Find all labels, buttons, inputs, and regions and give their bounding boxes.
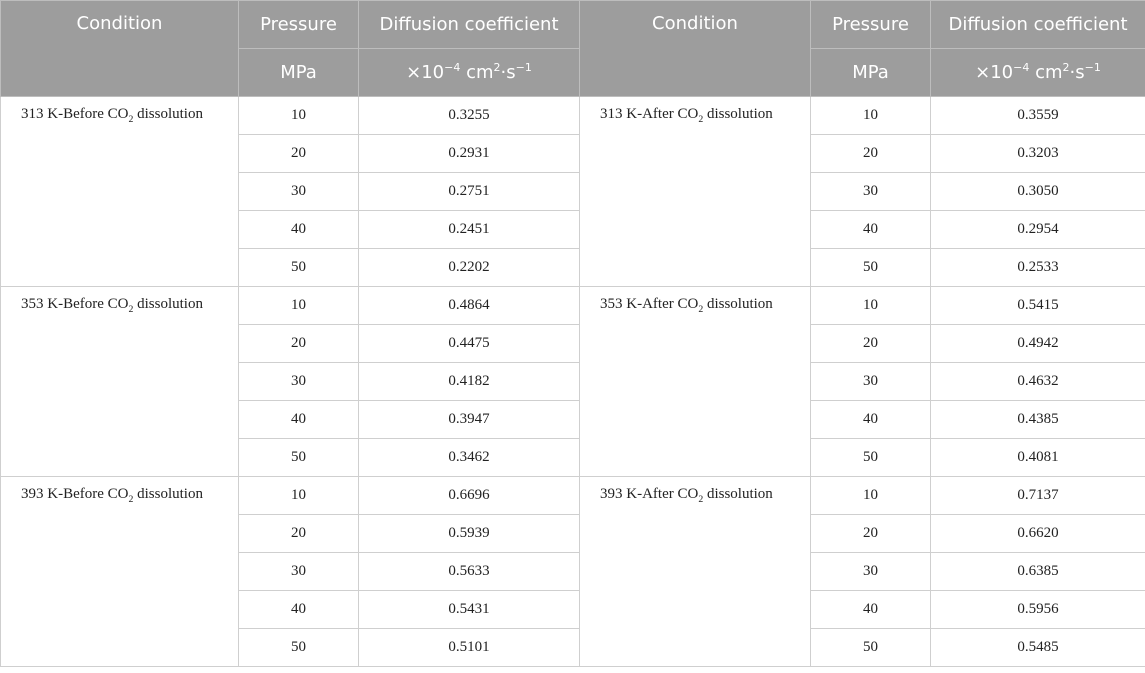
- diffusion-after-cell: 0.4385: [931, 401, 1145, 439]
- diffusion-unit: $\times 10^{-4}$ $cm^2\cdot s^{-1}$: [359, 49, 580, 97]
- diffusion-unit: $\times 10^{-4}$ $cm^2\cdot s^{-1}$: [931, 49, 1145, 97]
- condition-after-cell: 393 K-After $CO_2$ dissolution: [580, 477, 811, 667]
- pressure-cell: 50: [811, 249, 931, 287]
- pressure-unit: MPa: [239, 49, 359, 97]
- pressure-cell: 50: [811, 629, 931, 667]
- condition-header: Condition: [580, 1, 811, 97]
- diffusion-before-cell: 0.6696: [359, 477, 580, 515]
- pressure-cell: 10: [811, 477, 931, 515]
- diffusion-after-cell: 0.6385: [931, 553, 1145, 591]
- table-row: [1, 287, 1145, 325]
- diffusion-before-cell: 0.4475: [359, 325, 580, 363]
- diffusion-before-cell: 0.3255: [359, 97, 580, 135]
- diffusion-after-cell: 0.5415: [931, 287, 1145, 325]
- diffusion-after-cell: 0.4632: [931, 363, 1145, 401]
- pressure-header: Pressure: [811, 1, 931, 49]
- diffusion-after-cell: 0.3559: [931, 97, 1145, 135]
- condition-after-cell: 353 K-After $CO_2$ dissolution: [580, 287, 811, 477]
- pressure-cell: 30: [239, 363, 359, 401]
- diffusion-before-cell: 0.3462: [359, 439, 580, 477]
- condition-before-cell: 353 K-Before $CO_2$ dissolution: [1, 287, 239, 477]
- diffusion-before-cell: 0.2931: [359, 135, 580, 173]
- table-body: [1, 97, 1145, 667]
- diffusion-header: Diffusion coefficient: [359, 1, 580, 49]
- pressure-cell: 30: [811, 553, 931, 591]
- condition-header: Condition: [1, 1, 239, 97]
- diffusion-before-cell: 0.5431: [359, 591, 580, 629]
- pressure-cell: 30: [811, 363, 931, 401]
- pressure-cell: 50: [811, 439, 931, 477]
- pressure-cell: 40: [239, 211, 359, 249]
- diffusion-before-cell: 0.5939: [359, 515, 580, 553]
- pressure-cell: 10: [811, 287, 931, 325]
- pressure-cell: 40: [239, 401, 359, 439]
- condition-before-cell: 393 K-Before $CO_2$ dissolution: [1, 477, 239, 667]
- diffusion-after-cell: 0.2533: [931, 249, 1145, 287]
- pressure-cell: 30: [239, 553, 359, 591]
- pressure-cell: 50: [239, 439, 359, 477]
- diffusion-after-cell: 0.7137: [931, 477, 1145, 515]
- diffusion-after-cell: 0.5485: [931, 629, 1145, 667]
- pressure-cell: 40: [239, 591, 359, 629]
- pressure-cell: 20: [811, 515, 931, 553]
- pressure-cell: 20: [811, 325, 931, 363]
- diffusion-before-cell: 0.3947: [359, 401, 580, 439]
- pressure-unit: MPa: [811, 49, 931, 97]
- diffusion-before-cell: 0.5633: [359, 553, 580, 591]
- diffusion-before-cell: 0.2751: [359, 173, 580, 211]
- pressure-header: Pressure: [239, 1, 359, 49]
- pressure-cell: 40: [811, 401, 931, 439]
- diffusion-after-cell: 0.3050: [931, 173, 1145, 211]
- diffusion-after-cell: 0.3203: [931, 135, 1145, 173]
- diffusion-after-cell: 0.2954: [931, 211, 1145, 249]
- diffusion-before-cell: 0.4182: [359, 363, 580, 401]
- pressure-cell: 20: [239, 325, 359, 363]
- pressure-cell: 20: [811, 135, 931, 173]
- diffusion-after-cell: 0.6620: [931, 515, 1145, 553]
- diffusion-before-cell: 0.2202: [359, 249, 580, 287]
- table-row: [1, 477, 1145, 515]
- diffusion-after-cell: 0.5956: [931, 591, 1145, 629]
- pressure-cell: 10: [811, 97, 931, 135]
- condition-after-cell: 313 K-After $CO_2$ dissolution: [580, 97, 811, 287]
- table-header: [1, 1, 1145, 97]
- diffusion-before-cell: 0.5101: [359, 629, 580, 667]
- pressure-cell: 10: [239, 477, 359, 515]
- pressure-cell: 10: [239, 97, 359, 135]
- diffusion-header: Diffusion coefficient: [931, 1, 1145, 49]
- pressure-cell: 20: [239, 515, 359, 553]
- pressure-cell: 50: [239, 249, 359, 287]
- pressure-cell: 20: [239, 135, 359, 173]
- condition-before-cell: 313 K-Before $CO_2$ dissolution: [1, 97, 239, 287]
- pressure-cell: 40: [811, 211, 931, 249]
- table-row: [1, 97, 1145, 135]
- pressure-cell: 50: [239, 629, 359, 667]
- pressure-cell: 30: [239, 173, 359, 211]
- diffusion-before-cell: 0.4864: [359, 287, 580, 325]
- diffusion-after-cell: 0.4942: [931, 325, 1145, 363]
- diffusion-after-cell: 0.4081: [931, 439, 1145, 477]
- pressure-cell: 10: [239, 287, 359, 325]
- pressure-cell: 30: [811, 173, 931, 211]
- pressure-cell: 40: [811, 591, 931, 629]
- diffusion-before-cell: 0.2451: [359, 211, 580, 249]
